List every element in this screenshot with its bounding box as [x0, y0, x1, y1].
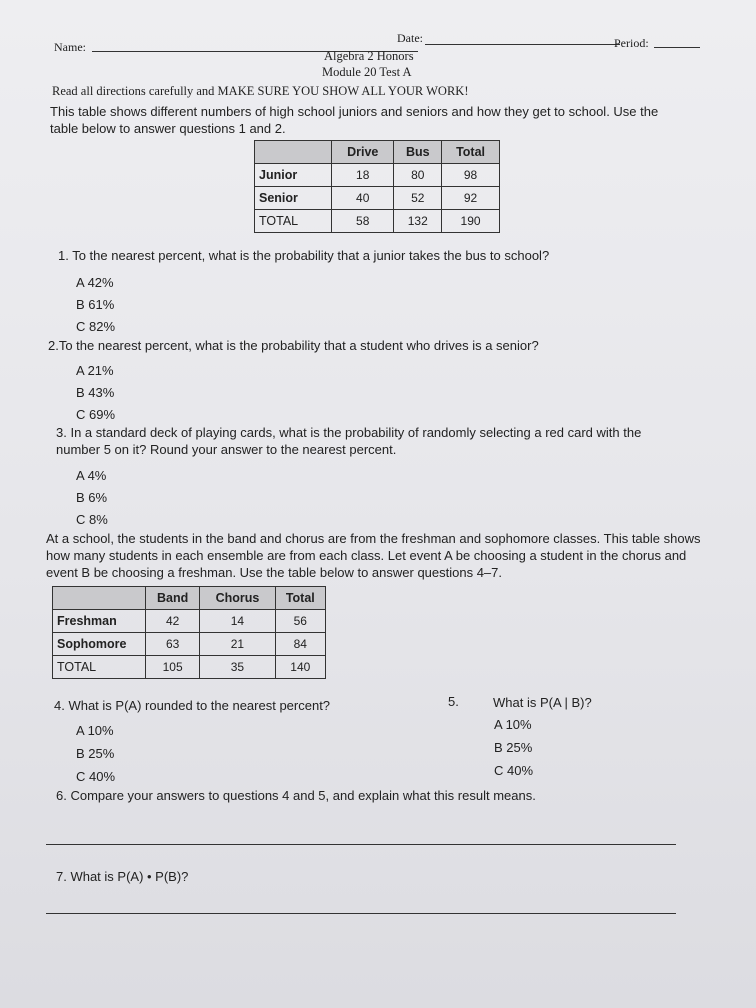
- q3-option-c: C 8%: [76, 512, 108, 527]
- table2-cell: 56: [275, 610, 325, 633]
- period-line: [654, 47, 700, 48]
- table1-cell: 52: [394, 187, 442, 210]
- q2-option-c: C 69%: [76, 407, 116, 422]
- table1-row-label: Junior: [255, 164, 332, 187]
- q2-option-b: B 43%: [76, 385, 115, 400]
- q4-option-c: C 40%: [76, 769, 116, 784]
- q1-option-c: C 82%: [76, 319, 116, 334]
- instructions: Read all directions carefully and MAKE SURE YOU SHOW ALL YOUR WORK!: [52, 84, 469, 98]
- question-5: What is P(A | B)?: [493, 695, 592, 710]
- table2-cell: 105: [146, 656, 200, 679]
- table2-cell: 42: [146, 610, 200, 633]
- transport-table: [254, 140, 500, 233]
- question-4: 4. What is P(A) rounded to the nearest percent?: [54, 698, 331, 713]
- question-7: 7. What is P(A) • P(B)?: [56, 869, 189, 884]
- table1-cell: 98: [442, 164, 500, 187]
- table1-header: Total: [442, 141, 500, 164]
- table1-header: Bus: [394, 141, 442, 164]
- table2-header: Total: [275, 587, 325, 610]
- q3-option-b: B 6%: [76, 490, 108, 505]
- question-5-number: 5.: [448, 694, 459, 709]
- course-title: Algebra 2 Honors: [324, 49, 414, 63]
- q5-option-c: C 40%: [494, 763, 534, 778]
- q2-option-a: A 21%: [76, 363, 114, 378]
- q1-option-a: A 42%: [76, 275, 114, 290]
- test-title: Module 20 Test A: [322, 65, 412, 79]
- table1-cell: 132: [394, 210, 442, 233]
- q5-option-a: A 10%: [494, 717, 532, 732]
- intro-table1: This table shows different numbers of high school juniors and seniors and how they get to school. Use the table below to answer questions 1 and 2.: [50, 104, 659, 136]
- table1-cell: 80: [394, 164, 442, 187]
- table2-cell: 14: [200, 610, 275, 633]
- table1-corner: [255, 141, 332, 164]
- table2-header: Chorus: [200, 587, 275, 610]
- question-3: 3. In a standard deck of playing cards, what is the probability of randomly selecting a red card with the number 5 on it? Round your answer to the nearest percent.: [56, 425, 642, 457]
- table2-row-label: Freshman: [53, 610, 146, 633]
- q1-option-b: B 61%: [76, 297, 115, 312]
- table2-cell: 21: [200, 633, 275, 656]
- q4-option-b: B 25%: [76, 746, 115, 761]
- period-label: Period:: [614, 36, 649, 50]
- table2-cell: 35: [200, 656, 275, 679]
- q6-answer-line: [46, 844, 676, 845]
- q5-option-b: B 25%: [494, 740, 533, 755]
- q3-option-a: A 4%: [76, 468, 107, 483]
- name-label: Name:: [54, 40, 86, 54]
- table2-cell: 84: [275, 633, 325, 656]
- table1-row-label: Senior: [255, 187, 332, 210]
- q4-option-a: A 10%: [76, 723, 114, 738]
- table2-corner: [53, 587, 146, 610]
- table1-cell: 190: [442, 210, 500, 233]
- question-1: 1. To the nearest percent, what is the probability that a junior takes the bus to school?: [58, 248, 550, 263]
- table1-row-label: TOTAL: [255, 210, 332, 233]
- table2-cell: 63: [146, 633, 200, 656]
- table1-header: Drive: [332, 141, 394, 164]
- q7-answer-line: [46, 913, 676, 914]
- table1-cell: 18: [332, 164, 394, 187]
- table2-row-label: Sophomore: [53, 633, 146, 656]
- table2-row-label: TOTAL: [53, 656, 146, 679]
- date-line: [425, 44, 620, 45]
- table2-cell: 140: [275, 656, 325, 679]
- intro-table2: At a school, the students in the band and chorus are from the freshman and sophomore classes. This table shows how many students in each ensemble are from each class. Let event A be choosing a student in the chorus and event B be choosing a freshman. Use the table below to answer questions 4–7.: [46, 531, 701, 580]
- date-label: Date:: [397, 31, 423, 45]
- table2-header: Band: [146, 587, 200, 610]
- question-6: 6. Compare your answers to questions 4 and 5, and explain what this result means.: [56, 788, 536, 803]
- question-2: 2.To the nearest percent, what is the probability that a student who drives is a senior?: [48, 338, 539, 353]
- table1-cell: 40: [332, 187, 394, 210]
- table1-cell: 58: [332, 210, 394, 233]
- ensemble-table: [52, 586, 326, 679]
- table1-cell: 92: [442, 187, 500, 210]
